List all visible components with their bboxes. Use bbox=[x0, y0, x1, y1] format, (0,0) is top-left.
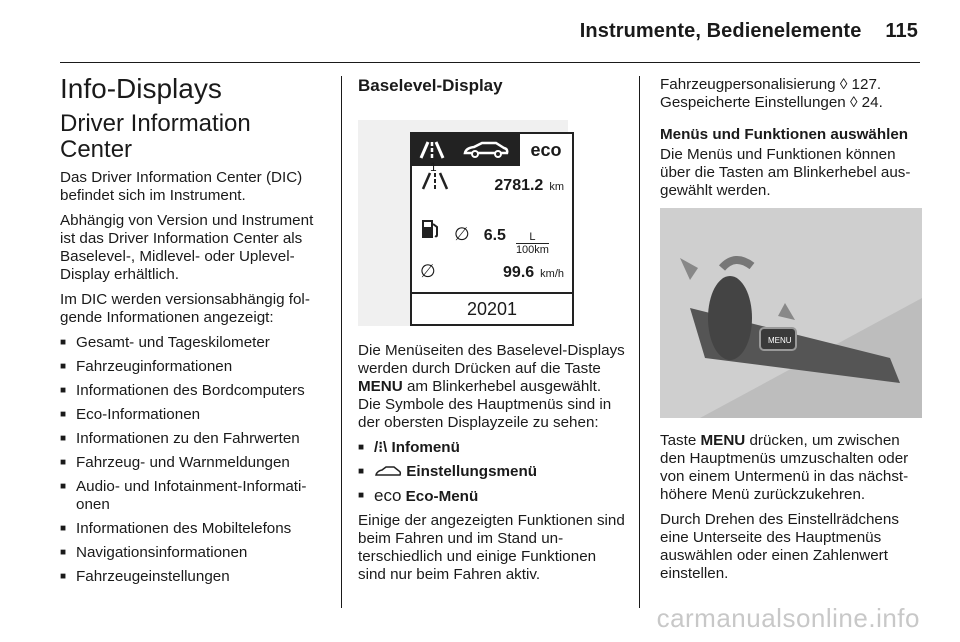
total-odometer: 20201 bbox=[412, 292, 572, 324]
list-item: ■ eco Eco-Menü bbox=[358, 487, 626, 506]
menu-button-label: MENU bbox=[768, 336, 792, 345]
speed-row bbox=[420, 262, 564, 283]
speed-value: 99.6 bbox=[503, 264, 535, 281]
fuel-unit bbox=[516, 231, 549, 256]
paragraph: Die Menüseiten des Baselevel-Displays werden durch Drücken auf die Taste MENU am Blinkerhebel ausgewählt. Die Symbole des Hauptmenüs sind in der obersten Displayzeile zu sehen: bbox=[358, 342, 625, 431]
fuel-unit-top: L bbox=[516, 231, 549, 244]
paragraph: Taste MENU drücken, um zwischen den Hauptmenüs umzuschalten oder von einem Untermenü in das nächsthöhere Menü zurückzukehren. bbox=[660, 432, 909, 503]
list-item: ■ Fahrzeuginformationen bbox=[60, 358, 325, 376]
trip-number: 1 bbox=[430, 160, 437, 174]
average-icon: ∅ bbox=[420, 261, 436, 281]
page-number: 115 bbox=[885, 20, 918, 42]
column-divider bbox=[639, 76, 640, 608]
list-item: ■ Fahrzeug- und Warnmeldungen bbox=[60, 454, 325, 472]
info-menu-icon: /⁝\ bbox=[374, 439, 388, 456]
list-item: ■ Informationen des Bordcomputers bbox=[60, 382, 325, 400]
column-1 bbox=[60, 73, 325, 592]
list-item: ■ Navigationsinformationen bbox=[60, 544, 325, 562]
list-item: ■ Fahrzeugeinstellungen bbox=[60, 568, 325, 586]
column-2 bbox=[358, 76, 626, 591]
cross-reference: Fahrzeugpersonalisierung ◊ 127. bbox=[660, 76, 882, 93]
turn-signal-lever-photo bbox=[660, 208, 922, 418]
subsection-title: Baselevel-Display bbox=[358, 76, 503, 95]
paragraph: Die Menüs und Funktionen können über die Tasten am Blinkerhebel ausgewählt werden. bbox=[660, 146, 911, 199]
subsection-title: Driver Information Center bbox=[60, 110, 251, 163]
paragraph: Einige der angezeigten Funktionen sind beim Fahren und im Stand unterschiedlich und einige Funktionen sind nur beim Fahren aktiv. bbox=[358, 512, 625, 583]
eco-icon: eco bbox=[374, 486, 402, 505]
column-3 bbox=[660, 76, 922, 590]
list-item: ■ Eco-Informationen bbox=[60, 406, 325, 424]
car-icon bbox=[454, 134, 520, 166]
fuel-row bbox=[420, 218, 564, 256]
header-rule bbox=[60, 62, 920, 63]
list-item: ■ Gesamt- und Tageskilometer bbox=[60, 334, 325, 352]
list-item: ■ Informationen zu den Fahrwerten bbox=[60, 430, 325, 448]
fuel-unit-bottom: 100km bbox=[515, 244, 549, 256]
speed-unit: km/h bbox=[540, 268, 564, 280]
paragraph: Das Driver Information Center (DIC) befindet sich im Instrument. bbox=[60, 169, 303, 204]
display-screen bbox=[410, 132, 574, 326]
menu-key-label: MENU bbox=[700, 432, 746, 449]
info-list bbox=[60, 334, 325, 586]
odometer-unit: km bbox=[549, 181, 564, 193]
watermark: carmanualsonline.info bbox=[656, 603, 920, 633]
baselevel-display-figure bbox=[358, 120, 568, 326]
eco-menu-label: eco bbox=[530, 140, 562, 160]
list-item: ■ Einstellungsmenü bbox=[358, 463, 626, 481]
odometer-value: 2781.2 bbox=[494, 177, 544, 194]
list-item: ■ /⁝\ Infomenü bbox=[358, 439, 626, 457]
paragraph: Im DIC werden versionsabhängig folgende Informationen angezeigt: bbox=[60, 291, 310, 326]
menu-key-label: MENU bbox=[358, 378, 403, 395]
average-icon: ∅ bbox=[454, 224, 470, 244]
menu-list bbox=[358, 439, 626, 506]
trip-icon bbox=[420, 160, 450, 195]
cross-reference: Gespeicherte Einstellungen ◊ 24. bbox=[660, 94, 883, 111]
paragraph: Durch Drehen des Einstellrädchens eine Unterseite des Hauptmenüs auswählen oder einen Zahlenwert einstellen. bbox=[660, 511, 899, 582]
list-item: ■ Informationen des Mobiltelefons bbox=[60, 520, 325, 538]
page-header bbox=[580, 20, 918, 43]
car-icon bbox=[374, 466, 402, 478]
header-title: Instrumente, Bedienelemente bbox=[579, 20, 862, 42]
trip-row bbox=[420, 160, 564, 196]
section-title: Info-Displays bbox=[60, 73, 222, 104]
fuel-pump-icon bbox=[420, 218, 440, 245]
fuel-value: 6.5 bbox=[483, 227, 506, 244]
paragraph: Abhängig von Version und Instrument ist das Driver Information Center als Baselevel-, Midlevel- oder Uplevel-Display erhältlich. bbox=[60, 212, 314, 283]
subheading: Menüs und Funktionen auswählen bbox=[660, 126, 909, 143]
column-divider bbox=[341, 76, 342, 608]
list-item: ■ Audio- und Infotainment-Informationen bbox=[60, 478, 325, 514]
